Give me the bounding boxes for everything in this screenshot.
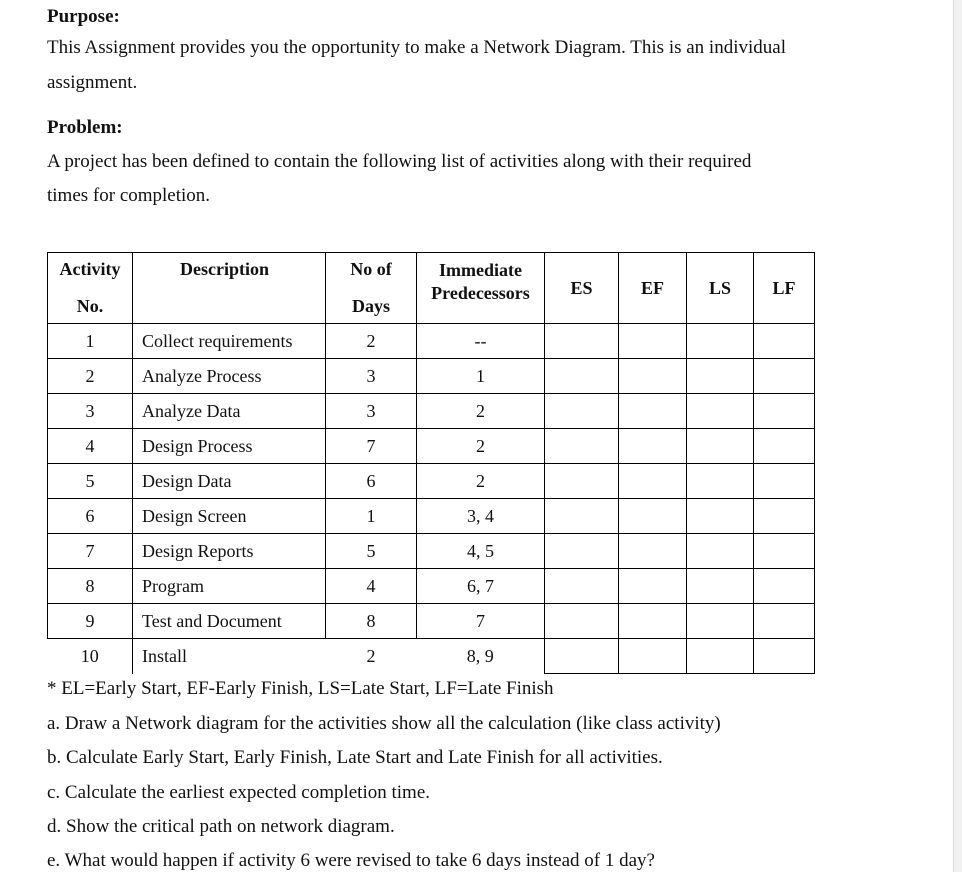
- cell-es: [545, 639, 619, 674]
- cell-activity-no: 8: [48, 569, 133, 604]
- cell-es: [545, 604, 619, 639]
- question-b: b. Calculate Early Start, Early Finish, Late Start and Late Finish for all activities.: [47, 747, 663, 768]
- cell-es: [545, 464, 619, 499]
- cell-description: Design Screen: [133, 499, 326, 534]
- cell-lf: [754, 534, 815, 569]
- cell-ef: [619, 464, 687, 499]
- problem-text-line-2: times for completion.: [47, 185, 211, 206]
- cell-lf: [754, 324, 815, 359]
- cell-ls: [687, 429, 754, 464]
- cell-es: [545, 359, 619, 394]
- table-row: [48, 604, 815, 639]
- cell-description: Install: [133, 639, 326, 674]
- cell-es: [545, 569, 619, 604]
- cell-activity-no: 7: [48, 534, 133, 569]
- cell-days: 7: [326, 429, 417, 464]
- table-row: [48, 324, 815, 359]
- cell-days: 5: [326, 534, 417, 569]
- cell-lf: [754, 569, 815, 604]
- purpose-text-line-1: This Assignment provides you the opportunity to make a Network Diagram. This is an individual: [47, 37, 786, 58]
- cell-ls: [687, 534, 754, 569]
- header-predecessors: [417, 253, 545, 324]
- cell-description: Program: [133, 569, 326, 604]
- cell-predecessors: --: [417, 324, 545, 359]
- cell-activity-no: 4: [48, 429, 133, 464]
- cell-days: 1: [326, 499, 417, 534]
- table-header-row: [48, 253, 815, 324]
- header-description: [133, 253, 326, 324]
- problem-heading: Problem:: [47, 117, 123, 138]
- cell-ef: [619, 534, 687, 569]
- header-lf: LF: [754, 253, 815, 324]
- cell-days: 6: [326, 464, 417, 499]
- cell-es: [545, 534, 619, 569]
- cell-predecessors: 2: [417, 394, 545, 429]
- cell-activity-no: 3: [48, 394, 133, 429]
- cell-activity-no: 6: [48, 499, 133, 534]
- cell-es: [545, 394, 619, 429]
- table-row: [48, 569, 815, 604]
- question-a: a. Draw a Network diagram for the activities show all the calculation (like class activity): [47, 713, 721, 734]
- cell-predecessors: 3, 4: [417, 499, 545, 534]
- table-row: [48, 394, 815, 429]
- cell-days: 3: [326, 394, 417, 429]
- cell-description: Analyze Data: [133, 394, 326, 429]
- table-row: [48, 639, 815, 674]
- cell-activity-no: 10: [48, 639, 133, 674]
- cell-lf: [754, 499, 815, 534]
- problem-text-line-1: A project has been defined to contain the following list of activities along with their required: [47, 151, 752, 172]
- cell-lf: [754, 639, 815, 674]
- cell-description: Analyze Process: [133, 359, 326, 394]
- cell-description: Test and Document: [133, 604, 326, 639]
- cell-ls: [687, 604, 754, 639]
- cell-description: Design Reports: [133, 534, 326, 569]
- header-activity-label: Activity: [59, 259, 121, 279]
- cell-predecessors: 2: [417, 464, 545, 499]
- abbreviations-note: * EL=Early Start, EF-Early Finish, LS=Late Start, LF=Late Finish: [47, 678, 554, 699]
- cell-predecessors: 4, 5: [417, 534, 545, 569]
- cell-lf: [754, 359, 815, 394]
- cell-lf: [754, 394, 815, 429]
- cell-ls: [687, 499, 754, 534]
- page-scrollbar-edge: [953, 0, 962, 872]
- cell-ls: [687, 464, 754, 499]
- cell-days: 2: [326, 324, 417, 359]
- cell-days: 3: [326, 359, 417, 394]
- cell-lf: [754, 604, 815, 639]
- cell-es: [545, 499, 619, 534]
- header-es: ES: [545, 253, 619, 324]
- purpose-heading: Purpose:: [47, 6, 120, 27]
- cell-activity-no: 9: [48, 604, 133, 639]
- cell-predecessors: 2: [417, 429, 545, 464]
- question-e: e. What would happen if activity 6 were revised to take 6 days instead of 1 day?: [47, 850, 655, 871]
- table-row: [48, 534, 815, 569]
- table-row: [48, 499, 815, 534]
- header-ls: LS: [687, 253, 754, 324]
- cell-ef: [619, 394, 687, 429]
- cell-activity-no: 1: [48, 324, 133, 359]
- cell-predecessors: 1: [417, 359, 545, 394]
- cell-activity-no: 5: [48, 464, 133, 499]
- cell-es: [545, 324, 619, 359]
- header-no-label: No.: [76, 296, 104, 316]
- header-predecessors-label: Predecessors: [431, 283, 530, 303]
- cell-days: 8: [326, 604, 417, 639]
- cell-description: Design Data: [133, 464, 326, 499]
- cell-days: 4: [326, 569, 417, 604]
- cell-ef: [619, 324, 687, 359]
- cell-ef: [619, 429, 687, 464]
- cell-ls: [687, 639, 754, 674]
- table-row: [48, 429, 815, 464]
- cell-ef: [619, 359, 687, 394]
- header-ef: EF: [619, 253, 687, 324]
- purpose-text-line-2: assignment.: [47, 72, 138, 93]
- cell-ls: [687, 324, 754, 359]
- cell-es: [545, 429, 619, 464]
- cell-ls: [687, 394, 754, 429]
- cell-lf: [754, 464, 815, 499]
- header-days-label: Days: [351, 296, 390, 316]
- cell-predecessors: 8, 9: [417, 639, 545, 674]
- cell-ls: [687, 359, 754, 394]
- header-days: [326, 253, 417, 324]
- cell-predecessors: 6, 7: [417, 569, 545, 604]
- header-immediate-label: Immediate: [439, 260, 522, 280]
- activities-table: [47, 252, 815, 674]
- table-row: [48, 464, 815, 499]
- cell-activity-no: 2: [48, 359, 133, 394]
- cell-ef: [619, 604, 687, 639]
- header-no-of-label: No of: [350, 259, 392, 279]
- header-description-label: Description: [180, 259, 269, 279]
- cell-ef: [619, 499, 687, 534]
- cell-ef: [619, 569, 687, 604]
- cell-ls: [687, 569, 754, 604]
- cell-description: Design Process: [133, 429, 326, 464]
- question-d: d. Show the critical path on network diagram.: [47, 816, 395, 837]
- cell-days: 2: [326, 639, 417, 674]
- cell-predecessors: 7: [417, 604, 545, 639]
- cell-lf: [754, 429, 815, 464]
- table-row: [48, 359, 815, 394]
- cell-ef: [619, 639, 687, 674]
- question-c: c. Calculate the earliest expected completion time.: [47, 782, 431, 803]
- cell-description: Collect requirements: [133, 324, 326, 359]
- header-activity-no: [48, 253, 133, 324]
